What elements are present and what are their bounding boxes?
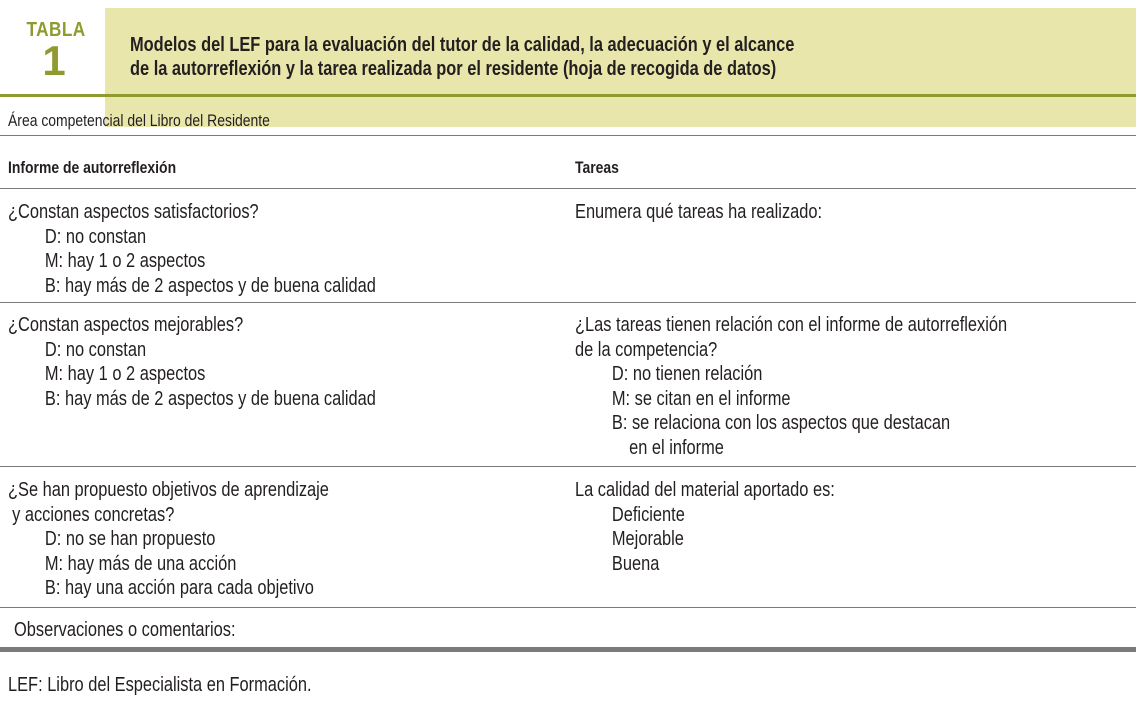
observations-label: Observaciones o comentarios: <box>14 619 236 641</box>
table-label: TABLA <box>26 19 86 41</box>
title-rule <box>0 94 1136 97</box>
row-2-option-d: D: no constan <box>44 338 147 361</box>
row-2-right-cell <box>575 313 1007 461</box>
row-1-question: ¿Constan aspectos satisfactorios? <box>8 201 259 223</box>
row-2-task-option-d: D: no tienen relación <box>611 363 763 386</box>
row-3-option-d: D: no se han propuesto <box>44 528 216 551</box>
column-header-left: Informe de autorreflexión <box>8 158 177 177</box>
row-3-question: ¿Se han propuesto objetivos de aprendizaje <box>8 479 329 501</box>
table-bottom-rule <box>0 647 1136 652</box>
column-header-right: Tareas <box>575 158 619 177</box>
area-divider <box>0 135 1136 136</box>
row-3-option-m: M: hay más de una acción <box>44 552 237 575</box>
row-3-quality-mejorable: Mejorable <box>611 528 684 551</box>
row-1-right-cell <box>575 200 822 225</box>
row-2-task-question-cont: de la competencia? <box>575 338 718 361</box>
row-3-quality-deficiente: Deficiente <box>611 503 685 526</box>
row-2-task-option-b: B: se relaciona con los aspectos que destacan <box>611 412 951 435</box>
row-3-option-b: B: hay una acción para cada objetivo <box>44 577 314 600</box>
row-1-option-d: D: no constan <box>44 225 147 248</box>
title-line-1: Modelos del LEF para la evaluación del tutor de la calidad, la adecuación y el alcance <box>130 34 795 56</box>
row-2-option-b: B: hay más de 2 aspectos y de buena calidad <box>44 387 376 410</box>
row-1-left-cell <box>8 200 376 298</box>
table-title <box>130 33 942 81</box>
row-3-right-cell <box>575 478 835 576</box>
row-1-option-m: M: hay 1 o 2 aspectos <box>44 250 206 273</box>
row-2-task-question: ¿Las tareas tienen relación con el informe de autorreflexión <box>575 314 1008 336</box>
row-2-divider <box>0 466 1136 467</box>
header-divider <box>0 188 1136 189</box>
row-3-quality-buena: Buena <box>611 552 660 575</box>
row-1-option-b: B: hay más de 2 aspectos y de buena calidad <box>44 274 376 297</box>
row-3-left-cell <box>8 478 329 601</box>
row-2-task-option-b-cont: en el informe <box>629 436 724 459</box>
row-3-divider <box>0 607 1136 608</box>
table-number: 1 <box>42 37 66 84</box>
row-2-question: ¿Constan aspectos mejorables? <box>8 314 244 336</box>
area-label: Área competencial del Libro del Residente <box>8 111 270 130</box>
row-3-task-prompt: La calidad del material aportado es: <box>575 479 835 501</box>
row-1-divider <box>0 302 1136 303</box>
title-line-2: de la autorreflexión y la tarea realizada por el residente (hoja de recogida de datos) <box>130 58 777 80</box>
row-2-left-cell <box>8 313 376 411</box>
row-1-task-prompt: Enumera qué tareas ha realizado: <box>575 201 823 223</box>
row-3-question-cont: y acciones concretas? <box>12 503 175 526</box>
row-2-option-m: M: hay 1 o 2 aspectos <box>44 363 206 386</box>
footnote: LEF: Libro del Especialista en Formación. <box>8 674 312 696</box>
row-2-task-option-m: M: se citan en el informe <box>611 387 791 410</box>
